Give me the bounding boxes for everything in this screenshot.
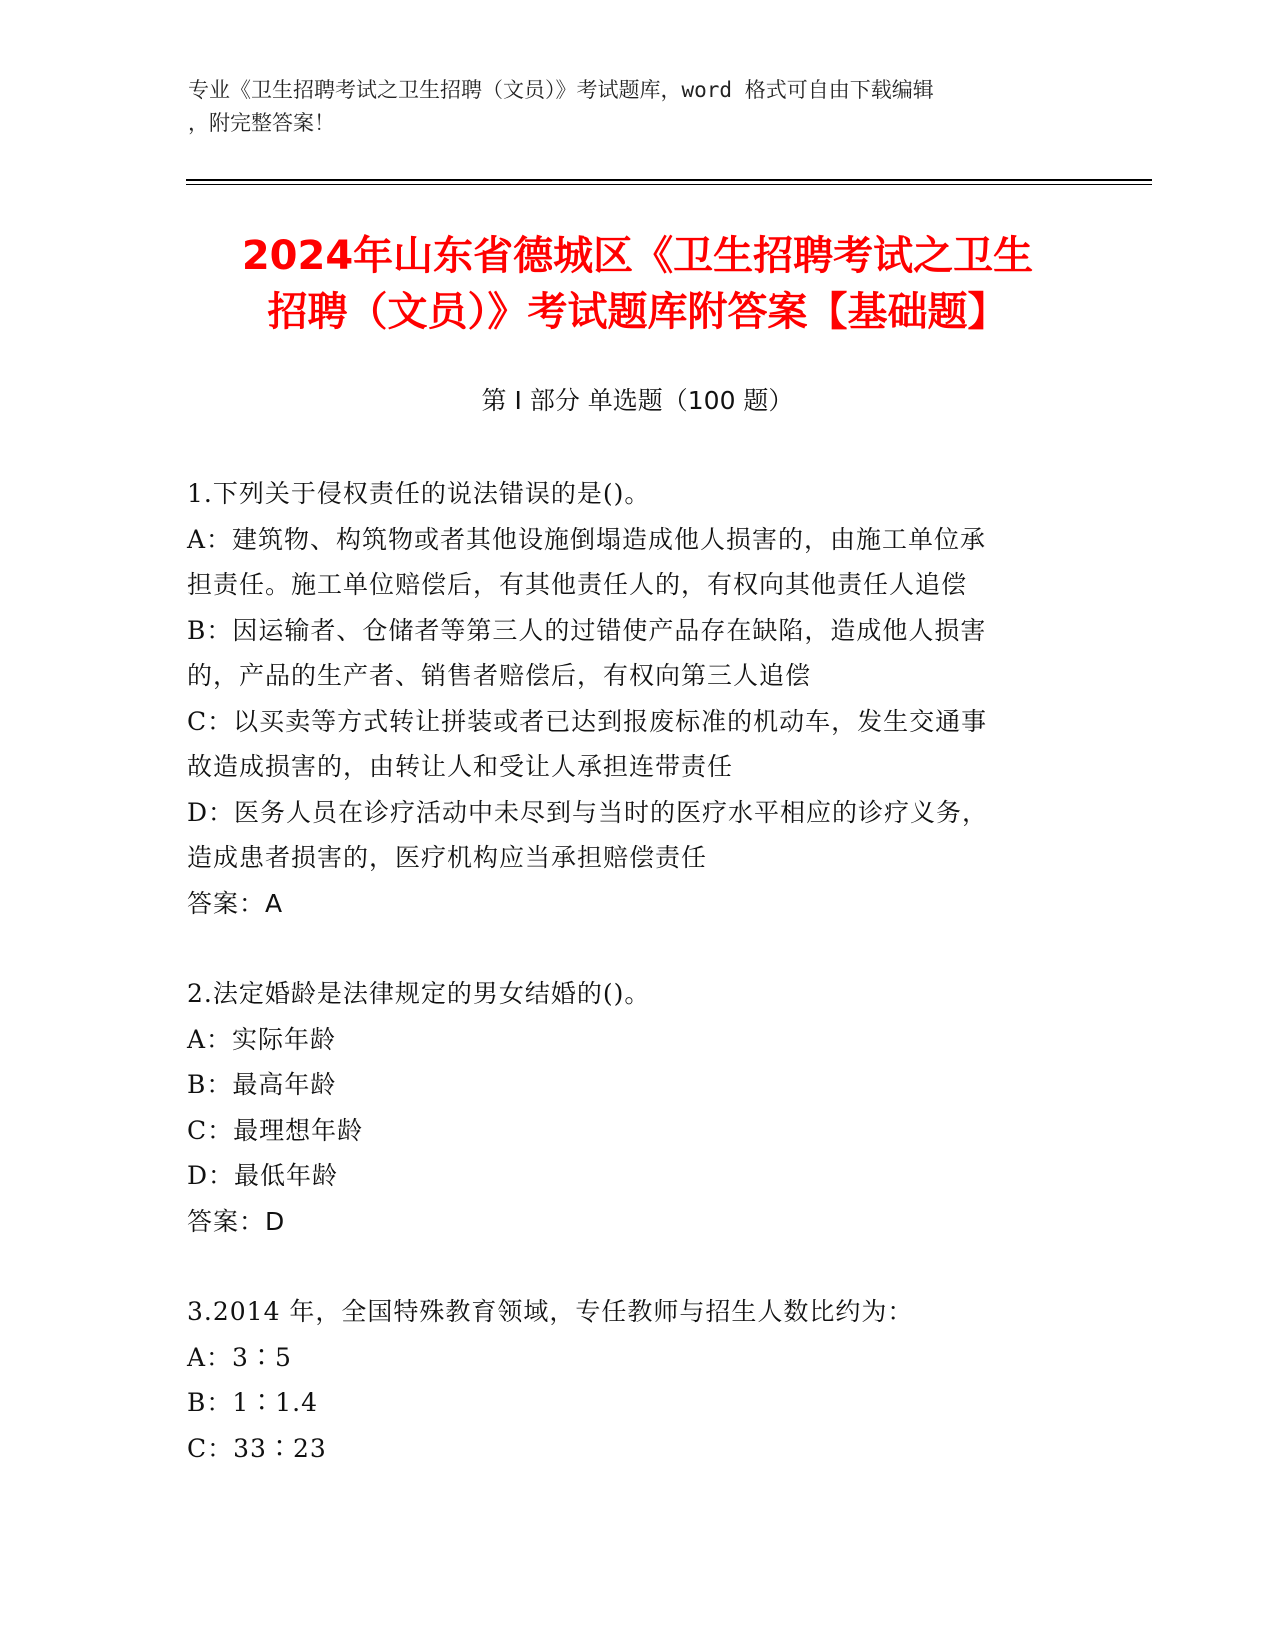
option-c: C：最理想年龄	[187, 1115, 364, 1145]
question-stem: 1.下列关于侵权责任的说法错误的是()。	[187, 479, 651, 508]
option-a: A：实际年龄	[187, 1024, 337, 1054]
document-title-line-2: 招聘（文员）》考试题库附答案【基础题】	[267, 289, 1008, 335]
document-title	[120, 228, 1155, 340]
question-stem: 2.法定婚龄是法律规定的男女结婚的()。	[187, 979, 651, 1008]
header-note-line-1: 专业《卫生招聘考试之卫生招聘（文员）》考试题库，word 格式可自由下载编辑	[188, 78, 934, 102]
option-b: B：1∶1.4	[187, 1388, 319, 1417]
option-a: A：建筑物、构筑物或者其他设施倒塌造成他人损害的，由施工单位承	[187, 524, 987, 554]
option-d-continued: 造成患者损害的，医疗机构应当承担赔偿责任	[187, 843, 708, 872]
question-1	[187, 471, 1077, 926]
question-3	[187, 1289, 1077, 1471]
header-rule-thick	[186, 179, 1152, 181]
section-title: 第 I 部分 单选题（100 题）	[481, 386, 794, 415]
option-b-continued: 的，产品的生产者、销售者赔偿后，有权向第三人追偿	[187, 661, 812, 690]
option-c: C：33∶23	[187, 1433, 327, 1463]
option-a: A：3∶5	[187, 1342, 292, 1372]
option-b: B：因运输者、仓储者等第三人的过错使产品存在缺陷，造成他人损害	[187, 615, 987, 645]
option-a-continued: 担责任。施工单位赔偿后，有其他责任人的，有权向其他责任人追偿	[187, 570, 968, 599]
question-list	[187, 471, 1077, 1471]
document-title-line-1: 2024年山东省德城区《卫生招聘考试之卫生	[241, 233, 1034, 279]
question-stem: 3.2014 年，全国特殊教育领域，专任教师与招生人数比约为：	[187, 1297, 914, 1326]
answer: 答案：A	[187, 888, 284, 918]
question-2	[187, 971, 1077, 1244]
answer: 答案：D	[187, 1206, 286, 1236]
header-note-line-2: ，附完整答案！	[188, 111, 335, 135]
header-note	[188, 74, 1068, 140]
option-b: B：最高年龄	[187, 1070, 337, 1099]
option-d: D：最低年龄	[187, 1161, 339, 1190]
option-c-continued: 故造成损害的，由转让人和受让人承担连带责任	[187, 752, 734, 781]
option-c: C：以买卖等方式转让拼装或者已达到报废标准的机动车，发生交通事	[187, 706, 988, 736]
header-rule-thin	[186, 184, 1152, 185]
option-d: D：医务人员在诊疗活动中未尽到与当时的医疗水平相应的诊疗义务，	[187, 797, 989, 827]
